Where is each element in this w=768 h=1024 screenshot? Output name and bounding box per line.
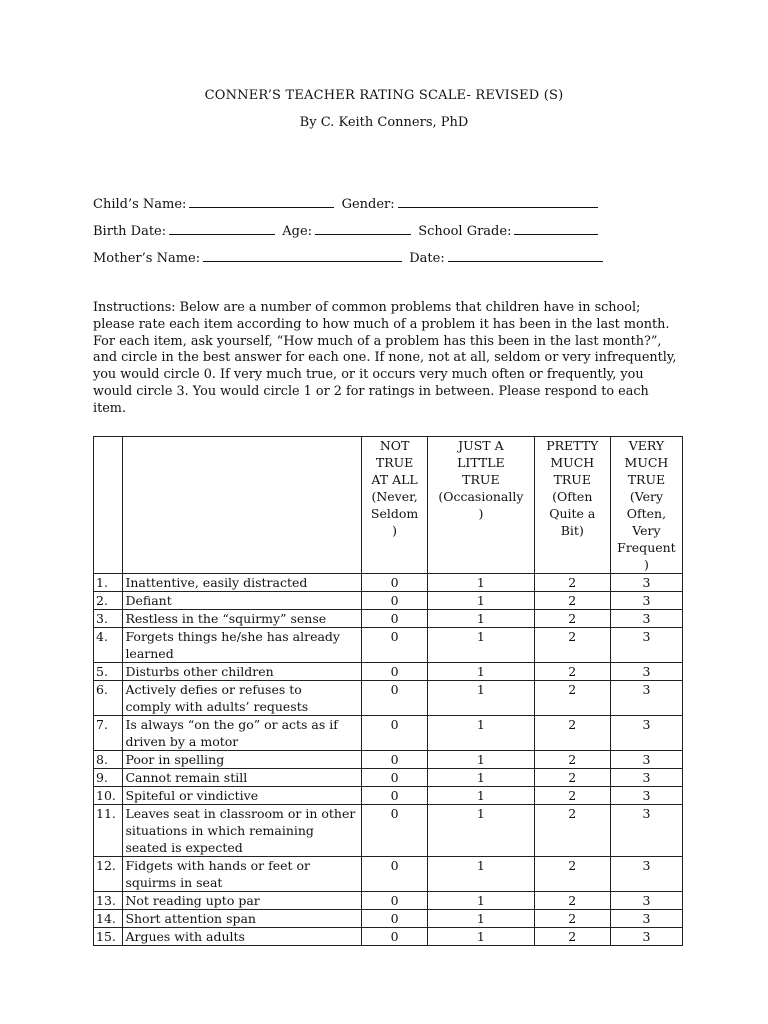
score-option[interactable]: 2: [534, 857, 610, 892]
score-option[interactable]: 0: [362, 751, 428, 769]
score-option[interactable]: 1: [428, 787, 535, 805]
item-description: [123, 892, 362, 910]
score-option[interactable]: 3: [610, 928, 682, 946]
item-number: 4.: [94, 628, 123, 663]
age-blank[interactable]: [315, 221, 411, 235]
column-header-line: ): [643, 557, 649, 572]
field-row-child: [93, 194, 601, 212]
score-option[interactable]: 0: [362, 769, 428, 787]
score-option[interactable]: 3: [610, 910, 682, 928]
score-option[interactable]: 2: [534, 574, 610, 592]
table-row: [94, 628, 683, 663]
column-header-line: JUST A: [458, 438, 504, 453]
item-number: 14.: [94, 910, 123, 928]
item-number: 7.: [94, 716, 123, 751]
score-option[interactable]: 0: [362, 805, 428, 857]
column-header-line: MUCH: [550, 455, 595, 470]
table-header-row: [94, 437, 683, 574]
item-description: [123, 769, 362, 787]
table-row: [94, 574, 683, 592]
item-description-line: situations in which remaining: [125, 823, 314, 838]
score-option[interactable]: 0: [362, 610, 428, 628]
item-description-line: Forgets things he/she has already: [125, 629, 340, 644]
score-option[interactable]: 3: [610, 663, 682, 681]
column-header-line: Seldom: [370, 506, 419, 521]
score-option[interactable]: 1: [428, 928, 535, 946]
column-header-line: ): [478, 506, 484, 521]
item-description: [123, 628, 362, 663]
table-row: [94, 610, 683, 628]
field-row-mother: [93, 248, 606, 266]
item-description-line: Inattentive, easily distracted: [125, 575, 308, 590]
age-label: Age:: [282, 224, 313, 239]
column-header-line: Bit): [560, 523, 584, 538]
column-header-line: TRUE: [627, 472, 666, 487]
score-option[interactable]: 2: [534, 681, 610, 716]
score-option[interactable]: 1: [428, 716, 535, 751]
score-option[interactable]: 2: [534, 716, 610, 751]
column-header-line: AT ALL: [371, 472, 418, 487]
score-option[interactable]: 2: [534, 928, 610, 946]
score-option[interactable]: 1: [428, 769, 535, 787]
column-header-line: (Very: [629, 489, 664, 504]
score-option[interactable]: 2: [534, 628, 610, 663]
header-not-true: [362, 437, 428, 574]
table-row: [94, 681, 683, 716]
date-label: Date:: [409, 251, 445, 266]
score-option[interactable]: 0: [362, 857, 428, 892]
item-description: [123, 574, 362, 592]
column-header-line: (Occasionally: [438, 489, 524, 504]
item-description: [123, 787, 362, 805]
score-option[interactable]: 0: [362, 892, 428, 910]
item-description-line: driven by a motor: [125, 734, 239, 749]
score-option[interactable]: 3: [610, 857, 682, 892]
score-option[interactable]: 0: [362, 716, 428, 751]
item-number: 1.: [94, 574, 123, 592]
score-option[interactable]: 3: [610, 610, 682, 628]
score-option[interactable]: 2: [534, 610, 610, 628]
document-author: By C. Keith Conners, PhD: [299, 115, 469, 130]
item-description-line: learned: [125, 646, 174, 661]
item-description: [123, 716, 362, 751]
table-row: [94, 892, 683, 910]
item-number: 8.: [94, 751, 123, 769]
score-option[interactable]: 0: [362, 574, 428, 592]
score-option[interactable]: 2: [534, 805, 610, 857]
column-header-line: Frequent: [617, 540, 676, 555]
score-option[interactable]: 3: [610, 805, 682, 857]
score-option[interactable]: 0: [362, 681, 428, 716]
score-option[interactable]: 3: [610, 769, 682, 787]
item-description: [123, 805, 362, 857]
column-header-line: TRUE: [375, 455, 414, 470]
item-description: [123, 681, 362, 716]
instructions-paragraph: Instructions: Below are a number of common problems that children have in school; please rate each item according to how much of a problem it has been in the last month. For each item, ask yourself, “How much of a problem has this been in the last month?”, and circle in the best answer for each one. If none, not at all, seldom or very infrequently, you would circle 0. If very much true, or it occurs very much often or frequently, you would circle 3. You would circle 1 or 2 for ratings in between. Please respond to each item.: [93, 300, 677, 416]
item-description-line: Short attention span: [125, 911, 256, 926]
score-option[interactable]: 2: [534, 910, 610, 928]
header-num-cell: [94, 437, 123, 574]
item-description-line: Fidgets with hands or feet or: [125, 858, 311, 873]
column-header-line: VERY: [628, 438, 665, 453]
gender-blank[interactable]: [398, 194, 598, 208]
score-option[interactable]: 0: [362, 592, 428, 610]
item-number: 9.: [94, 769, 123, 787]
score-option[interactable]: 0: [362, 663, 428, 681]
item-number: 3.: [94, 610, 123, 628]
score-option[interactable]: 1: [428, 610, 535, 628]
field-row-birth: [93, 221, 601, 239]
table-row: [94, 751, 683, 769]
score-option[interactable]: 3: [610, 628, 682, 663]
score-option[interactable]: 3: [610, 787, 682, 805]
score-option[interactable]: 1: [428, 574, 535, 592]
table-row: [94, 910, 683, 928]
score-option[interactable]: 3: [610, 751, 682, 769]
column-header-line: (Never,: [371, 489, 418, 504]
column-header-line: Quite a: [549, 506, 596, 521]
score-option[interactable]: 2: [534, 751, 610, 769]
item-description: [123, 751, 362, 769]
column-header-line: TRUE: [553, 472, 591, 487]
table-row: [94, 857, 683, 892]
column-header-line: NOT: [379, 438, 410, 453]
item-number: 12.: [94, 857, 123, 892]
score-option[interactable]: 1: [428, 857, 535, 892]
score-option[interactable]: 2: [534, 892, 610, 910]
score-option[interactable]: 1: [428, 681, 535, 716]
table-row: [94, 592, 683, 610]
column-header-line: PRETTY: [546, 438, 599, 453]
header-just-a-little: [428, 437, 535, 574]
item-description-line: Actively defies or refuses to: [125, 682, 302, 697]
score-option[interactable]: 3: [610, 592, 682, 610]
score-option[interactable]: 1: [428, 892, 535, 910]
score-option[interactable]: 2: [534, 769, 610, 787]
score-option[interactable]: 2: [534, 787, 610, 805]
item-description-line: Restless in the “squirmy” sense: [125, 611, 327, 626]
header-very-much: [610, 437, 682, 574]
score-option[interactable]: 1: [428, 751, 535, 769]
item-description-line: seated is expected: [125, 840, 243, 855]
item-description-line: Leaves seat in classroom or in other: [125, 806, 356, 821]
score-option[interactable]: 3: [610, 574, 682, 592]
item-description-line: Is always “on the go” or acts as if: [125, 717, 338, 732]
item-number: 10.: [94, 787, 123, 805]
item-description-line: Cannot remain still: [125, 770, 248, 785]
table-row: [94, 769, 683, 787]
column-header-line: ): [392, 523, 398, 538]
item-description-line: comply with adults’ requests: [125, 699, 309, 714]
column-header-line: LITTLE: [457, 455, 505, 470]
birth-date-label: Birth Date:: [93, 224, 167, 239]
score-option[interactable]: 0: [362, 928, 428, 946]
gender-label: Gender:: [341, 197, 395, 212]
item-number: 5.: [94, 663, 123, 681]
item-description-line: Defiant: [125, 593, 172, 608]
table-row: [94, 787, 683, 805]
header-pretty-much: [534, 437, 610, 574]
score-option[interactable]: 0: [362, 628, 428, 663]
item-description-line: Spiteful or vindictive: [125, 788, 259, 803]
score-option[interactable]: 1: [428, 805, 535, 857]
rating-table: [93, 436, 683, 946]
childs-name-blank[interactable]: [189, 194, 334, 208]
childs-name-label: Child’s Name:: [93, 197, 187, 212]
table-row: [94, 663, 683, 681]
mothers-name-label: Mother’s Name:: [93, 251, 201, 266]
score-option[interactable]: 2: [534, 592, 610, 610]
column-header-line: Often,: [626, 506, 667, 521]
document-title: CONNER’S TEACHER RATING SCALE- REVISED (S): [204, 88, 564, 103]
item-description: [123, 663, 362, 681]
item-description: [123, 592, 362, 610]
item-number: 11.: [94, 805, 123, 857]
column-header-line: (Often: [552, 489, 593, 504]
score-option[interactable]: 3: [610, 892, 682, 910]
item-description-line: Disturbs other children: [125, 664, 274, 679]
column-header-line: Very: [632, 523, 661, 538]
score-option[interactable]: 1: [428, 910, 535, 928]
birth-date-blank[interactable]: [169, 221, 275, 235]
score-option[interactable]: 1: [428, 592, 535, 610]
item-description-line: Argues with adults: [125, 929, 245, 944]
school-grade-blank[interactable]: [514, 221, 598, 235]
date-blank[interactable]: [448, 248, 603, 262]
item-description-line: Poor in spelling: [125, 752, 225, 767]
item-number: 2.: [94, 592, 123, 610]
table-row: [94, 928, 683, 946]
item-number: 6.: [94, 681, 123, 716]
score-option[interactable]: 3: [610, 681, 682, 716]
column-header-line: MUCH: [624, 455, 669, 470]
column-header-line: TRUE: [462, 472, 500, 487]
school-grade-label: School Grade:: [418, 224, 512, 239]
item-number: 13.: [94, 892, 123, 910]
item-description-line: squirms in seat: [125, 875, 223, 890]
header-item-cell: [123, 437, 362, 574]
mothers-name-blank[interactable]: [203, 248, 402, 262]
score-option[interactable]: 1: [428, 663, 535, 681]
item-description: [123, 928, 362, 946]
table-row: [94, 805, 683, 857]
item-number: 15.: [94, 928, 123, 946]
item-description: [123, 610, 362, 628]
score-option[interactable]: 0: [362, 910, 428, 928]
score-option[interactable]: 3: [610, 716, 682, 751]
score-option[interactable]: 1: [428, 628, 535, 663]
score-option[interactable]: 0: [362, 787, 428, 805]
score-option[interactable]: 2: [534, 663, 610, 681]
item-description-line: Not reading upto par: [125, 893, 260, 908]
item-description: [123, 910, 362, 928]
table-row: [94, 716, 683, 751]
item-description: [123, 857, 362, 892]
